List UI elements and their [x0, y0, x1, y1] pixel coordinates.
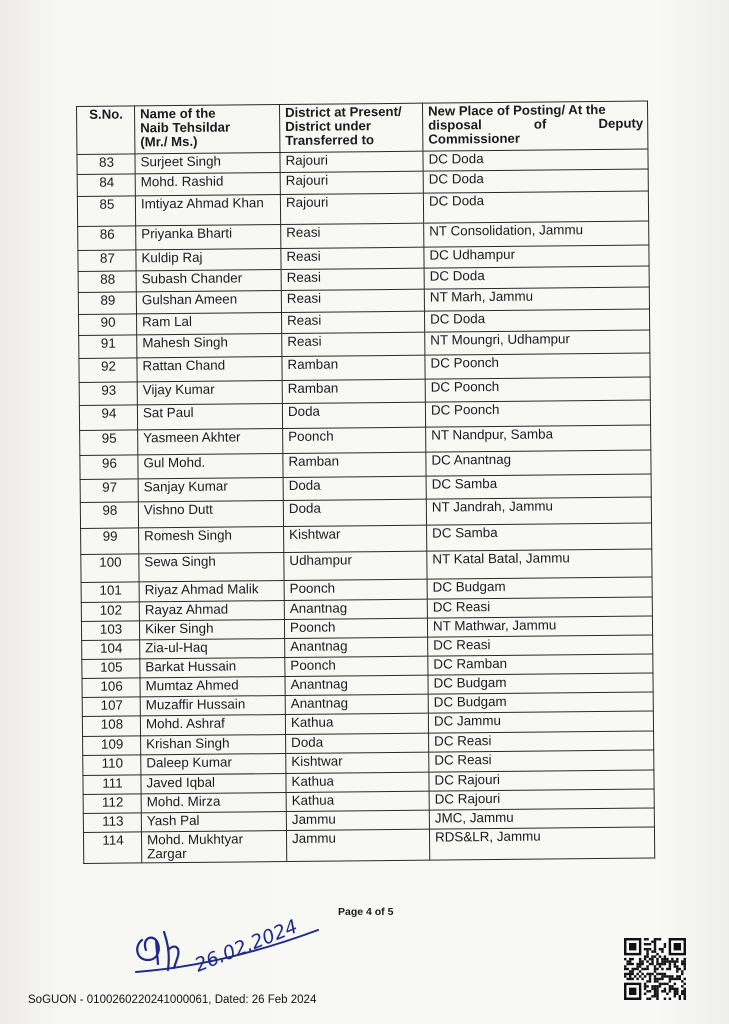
cell-sno: 87 [78, 250, 136, 272]
cell-name: Ram Lal [136, 313, 281, 335]
header-posting-line-justified [428, 117, 643, 133]
header-name-line: Naib Tehsildar [140, 119, 231, 136]
cell-name: Vishno Dutt [138, 501, 283, 528]
cell-name: Mohd. Rashid [135, 173, 280, 196]
cell-district: Jammu [286, 829, 429, 861]
header-posting [422, 101, 647, 151]
header-district [279, 103, 422, 152]
table-body [77, 149, 655, 863]
cell-posting: DC Reasi [428, 635, 653, 656]
cell-sno: 84 [77, 174, 135, 197]
cell-posting: NT Marh, Jammu [424, 287, 649, 311]
cell-name: Muzaffir Hussain [140, 696, 285, 716]
cell-district: Kathua [285, 713, 428, 734]
cell-sno: 93 [79, 382, 137, 406]
header-posting-word: of [533, 116, 547, 132]
cell-sno: 112 [83, 794, 141, 814]
cell-name: Daleep Kumar [141, 754, 286, 775]
table-row [83, 827, 654, 863]
cell-district: Reasi [281, 247, 424, 269]
header-posting-word: Deputy [598, 115, 644, 131]
cell-posting: DC Doda [424, 309, 649, 332]
cell-district: Poonch [283, 427, 426, 453]
cell-sno: 89 [78, 292, 136, 315]
footer-reference: SoGUON - 0100260220241000061, Dated: 26 Feb 2024 [28, 994, 317, 1006]
cell-district: Anantnag [285, 694, 428, 714]
cell-posting: DC Doda [424, 266, 649, 289]
cell-name: Imtiyaz Ahmad Khan [135, 195, 280, 226]
cell-posting: DC Reasi [429, 731, 654, 752]
header-posting-word: disposal [428, 117, 482, 133]
cell-posting: DC Ramban [428, 654, 653, 675]
cell-posting: NT Jandrah, Jammu [426, 497, 651, 525]
cell-posting: DC Budgam [428, 673, 653, 694]
cell-posting: DC Budgam [428, 692, 653, 713]
cell-district: Poonch [285, 656, 428, 676]
cell-district: Ramban [283, 452, 426, 477]
cell-sno: 114 [83, 832, 141, 864]
cell-district: Reasi [281, 223, 424, 248]
cell-posting: DC Samba [426, 474, 651, 499]
cell-name: Mumtaz Ahmed [140, 677, 285, 697]
cell-sno: 98 [80, 502, 138, 529]
cell-sno: 102 [81, 602, 139, 622]
cell-district: Kathua [286, 791, 429, 811]
cell-name: Sanjay Kumar [138, 478, 283, 502]
cell-district: Anantnag [284, 599, 427, 619]
cell-district: Ramban [282, 355, 425, 380]
header-sno: S.No. [77, 106, 135, 155]
header-name-line: Name of the [140, 105, 216, 122]
cell-posting: DC Poonch [425, 400, 650, 427]
cell-posting: DC Anantnag [426, 450, 651, 476]
cell-sno: 86 [78, 226, 136, 251]
cell-name: Sat Paul [137, 404, 282, 430]
cell-district: Poonch [284, 618, 427, 638]
cell-sno: 105 [82, 659, 140, 679]
cell-district: Rajouri [280, 171, 423, 194]
cell-district: Doda [282, 402, 425, 428]
cell-posting: NT Katal Batal, Jammu [427, 549, 652, 579]
cell-posting: DC Rajouri [429, 789, 654, 810]
cell-sno: 99 [81, 528, 139, 555]
cell-posting: DC Poonch [425, 377, 650, 402]
cell-sno: 96 [80, 455, 138, 480]
cell-district: Reasi [281, 311, 424, 333]
table-header-row [77, 101, 648, 154]
cell-district: Anantnag [285, 675, 428, 695]
page-number: Page 4 of 5 [338, 906, 394, 918]
cell-name: Mohd. Ashraf [140, 715, 285, 736]
qr-code-icon [624, 938, 686, 1000]
cell-name: Mohd. Mirza [141, 793, 286, 813]
header-posting-line: Commissioner [428, 130, 521, 147]
cell-posting: DC Udhampur [424, 245, 649, 268]
cell-name: Kiker Singh [139, 620, 284, 640]
cell-name: Javed Iqbal [141, 774, 286, 794]
cell-posting: NT Moungri, Udhampur [425, 330, 650, 355]
cell-district: Anantnag [285, 637, 428, 657]
cell-district: Kishtwar [286, 752, 429, 773]
cell-name: Priyanka Bharti [136, 225, 281, 250]
cell-district: Udhampur [284, 551, 427, 580]
cell-sno: 111 [83, 775, 141, 795]
cell-posting: DC Budgam [427, 577, 652, 599]
cell-district: Doda [286, 733, 429, 753]
cell-sno: 95 [80, 430, 138, 456]
cell-sno: 107 [82, 697, 140, 717]
cell-name: Rattan Chand [137, 357, 282, 382]
cell-sno: 90 [79, 314, 137, 336]
cell-district: Kishtwar [284, 525, 427, 552]
cell-district: Rajouri [280, 151, 423, 172]
cell-posting: DC Jammu [428, 711, 653, 733]
header-name [135, 105, 280, 154]
cell-posting: JMC, Jammu [429, 808, 654, 829]
transfer-table [76, 101, 655, 864]
cell-district: Doda [283, 476, 426, 500]
cell-sno: 83 [77, 154, 135, 175]
cell-sno: 108 [82, 716, 140, 737]
header-district-line: District at Present/ [284, 103, 402, 120]
cell-name: Krishan Singh [141, 735, 286, 755]
cell-posting: DC Samba [427, 523, 652, 551]
signature-image [128, 910, 328, 992]
cell-name: Vijay Kumar [137, 381, 282, 405]
cell-sno: 91 [79, 335, 137, 359]
header-name-line: (Mr./ Ms.) [140, 133, 198, 150]
cell-name: Mahesh Singh [137, 334, 282, 358]
cell-posting: DC Reasi [429, 750, 654, 772]
cell-district: Rajouri [280, 193, 423, 224]
header-posting-line: New Place of Posting/ At the [427, 101, 606, 119]
cell-sno: 103 [81, 621, 139, 641]
cell-name: Barkat Hussain [140, 658, 285, 678]
cell-sno: 101 [81, 582, 139, 603]
cell-name: Riyaz Ahmad Malik [139, 581, 284, 602]
cell-district: Reasi [281, 289, 424, 312]
cell-district: Ramban [282, 379, 425, 403]
cell-sno: 113 [83, 813, 141, 833]
cell-sno: 100 [81, 554, 139, 583]
cell-district: Jammu [286, 810, 429, 830]
cell-posting: NT Mathwar, Jammu [427, 616, 652, 637]
cell-district: Reasi [282, 332, 425, 356]
cell-sno: 97 [80, 479, 138, 503]
cell-name: Yasmeen Akhter [138, 429, 283, 455]
cell-name: Mohd. Mukhtyar Zargar [141, 831, 286, 863]
cell-sno: 104 [82, 640, 140, 660]
cell-name: Yash Pal [141, 812, 286, 832]
header-district-line: Transferred to [285, 132, 375, 148]
cell-name: Zia-ul-Haq [140, 639, 285, 659]
cell-posting: DC Doda [423, 149, 648, 171]
cell-posting: NT Nandpur, Samba [426, 425, 651, 452]
cell-name: Gul Mohd. [138, 454, 283, 479]
cell-posting: RDS&LR, Jammu [429, 827, 654, 860]
cell-sno: 106 [82, 678, 140, 698]
cell-sno: 109 [83, 736, 141, 756]
cell-name: Surjeet Singh [135, 153, 280, 174]
signature-date: 26.02.2024 [191, 915, 301, 977]
cell-district: Reasi [281, 268, 424, 290]
cell-posting: NT Consolidation, Jammu [424, 221, 649, 247]
cell-posting: DC Poonch [425, 353, 650, 379]
cell-sno: 110 [83, 755, 141, 776]
cell-sno: 88 [78, 271, 136, 293]
cell-name: Romesh Singh [139, 527, 284, 554]
cell-name: Gulshan Ameen [136, 291, 281, 314]
cell-sno: 94 [79, 405, 137, 431]
header-district-line: District under [285, 118, 372, 134]
cell-sno: 85 [77, 196, 135, 227]
cell-district: Poonch [284, 579, 427, 600]
cell-name: Sewa Singh [139, 553, 284, 582]
cell-name: Kuldip Raj [136, 249, 281, 271]
cell-posting: DC Rajouri [429, 770, 654, 791]
cell-sno: 92 [79, 358, 137, 383]
cell-posting: DC Doda [423, 169, 648, 193]
cell-district: Kathua [286, 772, 429, 792]
cell-posting: DC Reasi [427, 597, 652, 618]
cell-posting: DC Doda [423, 191, 648, 223]
cell-district: Doda [283, 499, 426, 526]
transfer-table-wrapper [76, 101, 654, 864]
cell-name: Subash Chander [136, 270, 281, 292]
cell-name: Rayaz Ahmad [139, 601, 284, 621]
